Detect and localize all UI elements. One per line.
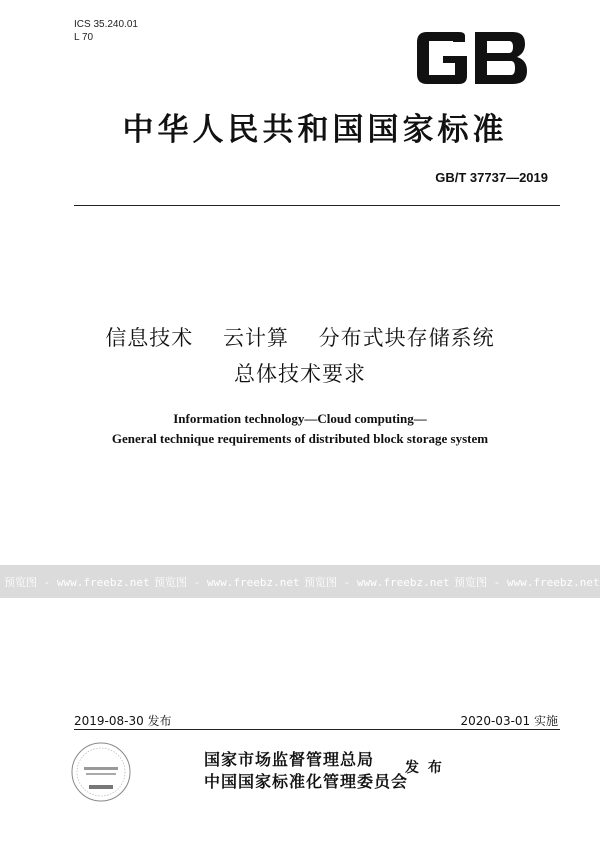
classification-codes <box>74 18 138 44</box>
security-seal-icon <box>70 741 132 803</box>
english-title-line-2: General technique requirements of distributed block storage system <box>111 431 489 446</box>
chinese-title-line-2: 总体技术要求 <box>234 362 366 386</box>
issuer-samr: 国家市场监督管理总局 <box>204 750 375 769</box>
watermark-text: 预览图 - www.freebz.net <box>454 576 600 589</box>
implementation-date: 2020-03-01 实施 <box>460 714 558 728</box>
publish-label: 发 布 <box>405 760 444 776</box>
issue-date: 2019-08-30 发布 <box>74 714 172 728</box>
watermark-text: 预览图 - www.freebz.net <box>154 576 300 589</box>
watermark-band <box>0 565 600 598</box>
watermark-text: 预览图 - www.freebz.net <box>4 576 150 589</box>
ccs-code: L 70 <box>74 32 94 43</box>
chinese-title-line-1: 信息技术 云计算 分布式块存储系统 <box>105 326 495 350</box>
watermark-text: 预览图 - www.freebz.net <box>304 576 450 589</box>
issuer-sac: 中国国家标准化管理委员会 <box>204 772 409 791</box>
bottom-divider <box>74 729 560 730</box>
top-divider <box>74 205 560 206</box>
gb-logo-icon <box>413 30 529 86</box>
national-standard-title: 中华人民共和国国家标准 <box>122 112 508 148</box>
english-title-line-1: Information technology—Cloud computing— <box>173 411 427 426</box>
standard-number: GB/T 37737—2019 <box>435 170 548 185</box>
ics-code: ICS 35.240.01 <box>74 19 138 30</box>
